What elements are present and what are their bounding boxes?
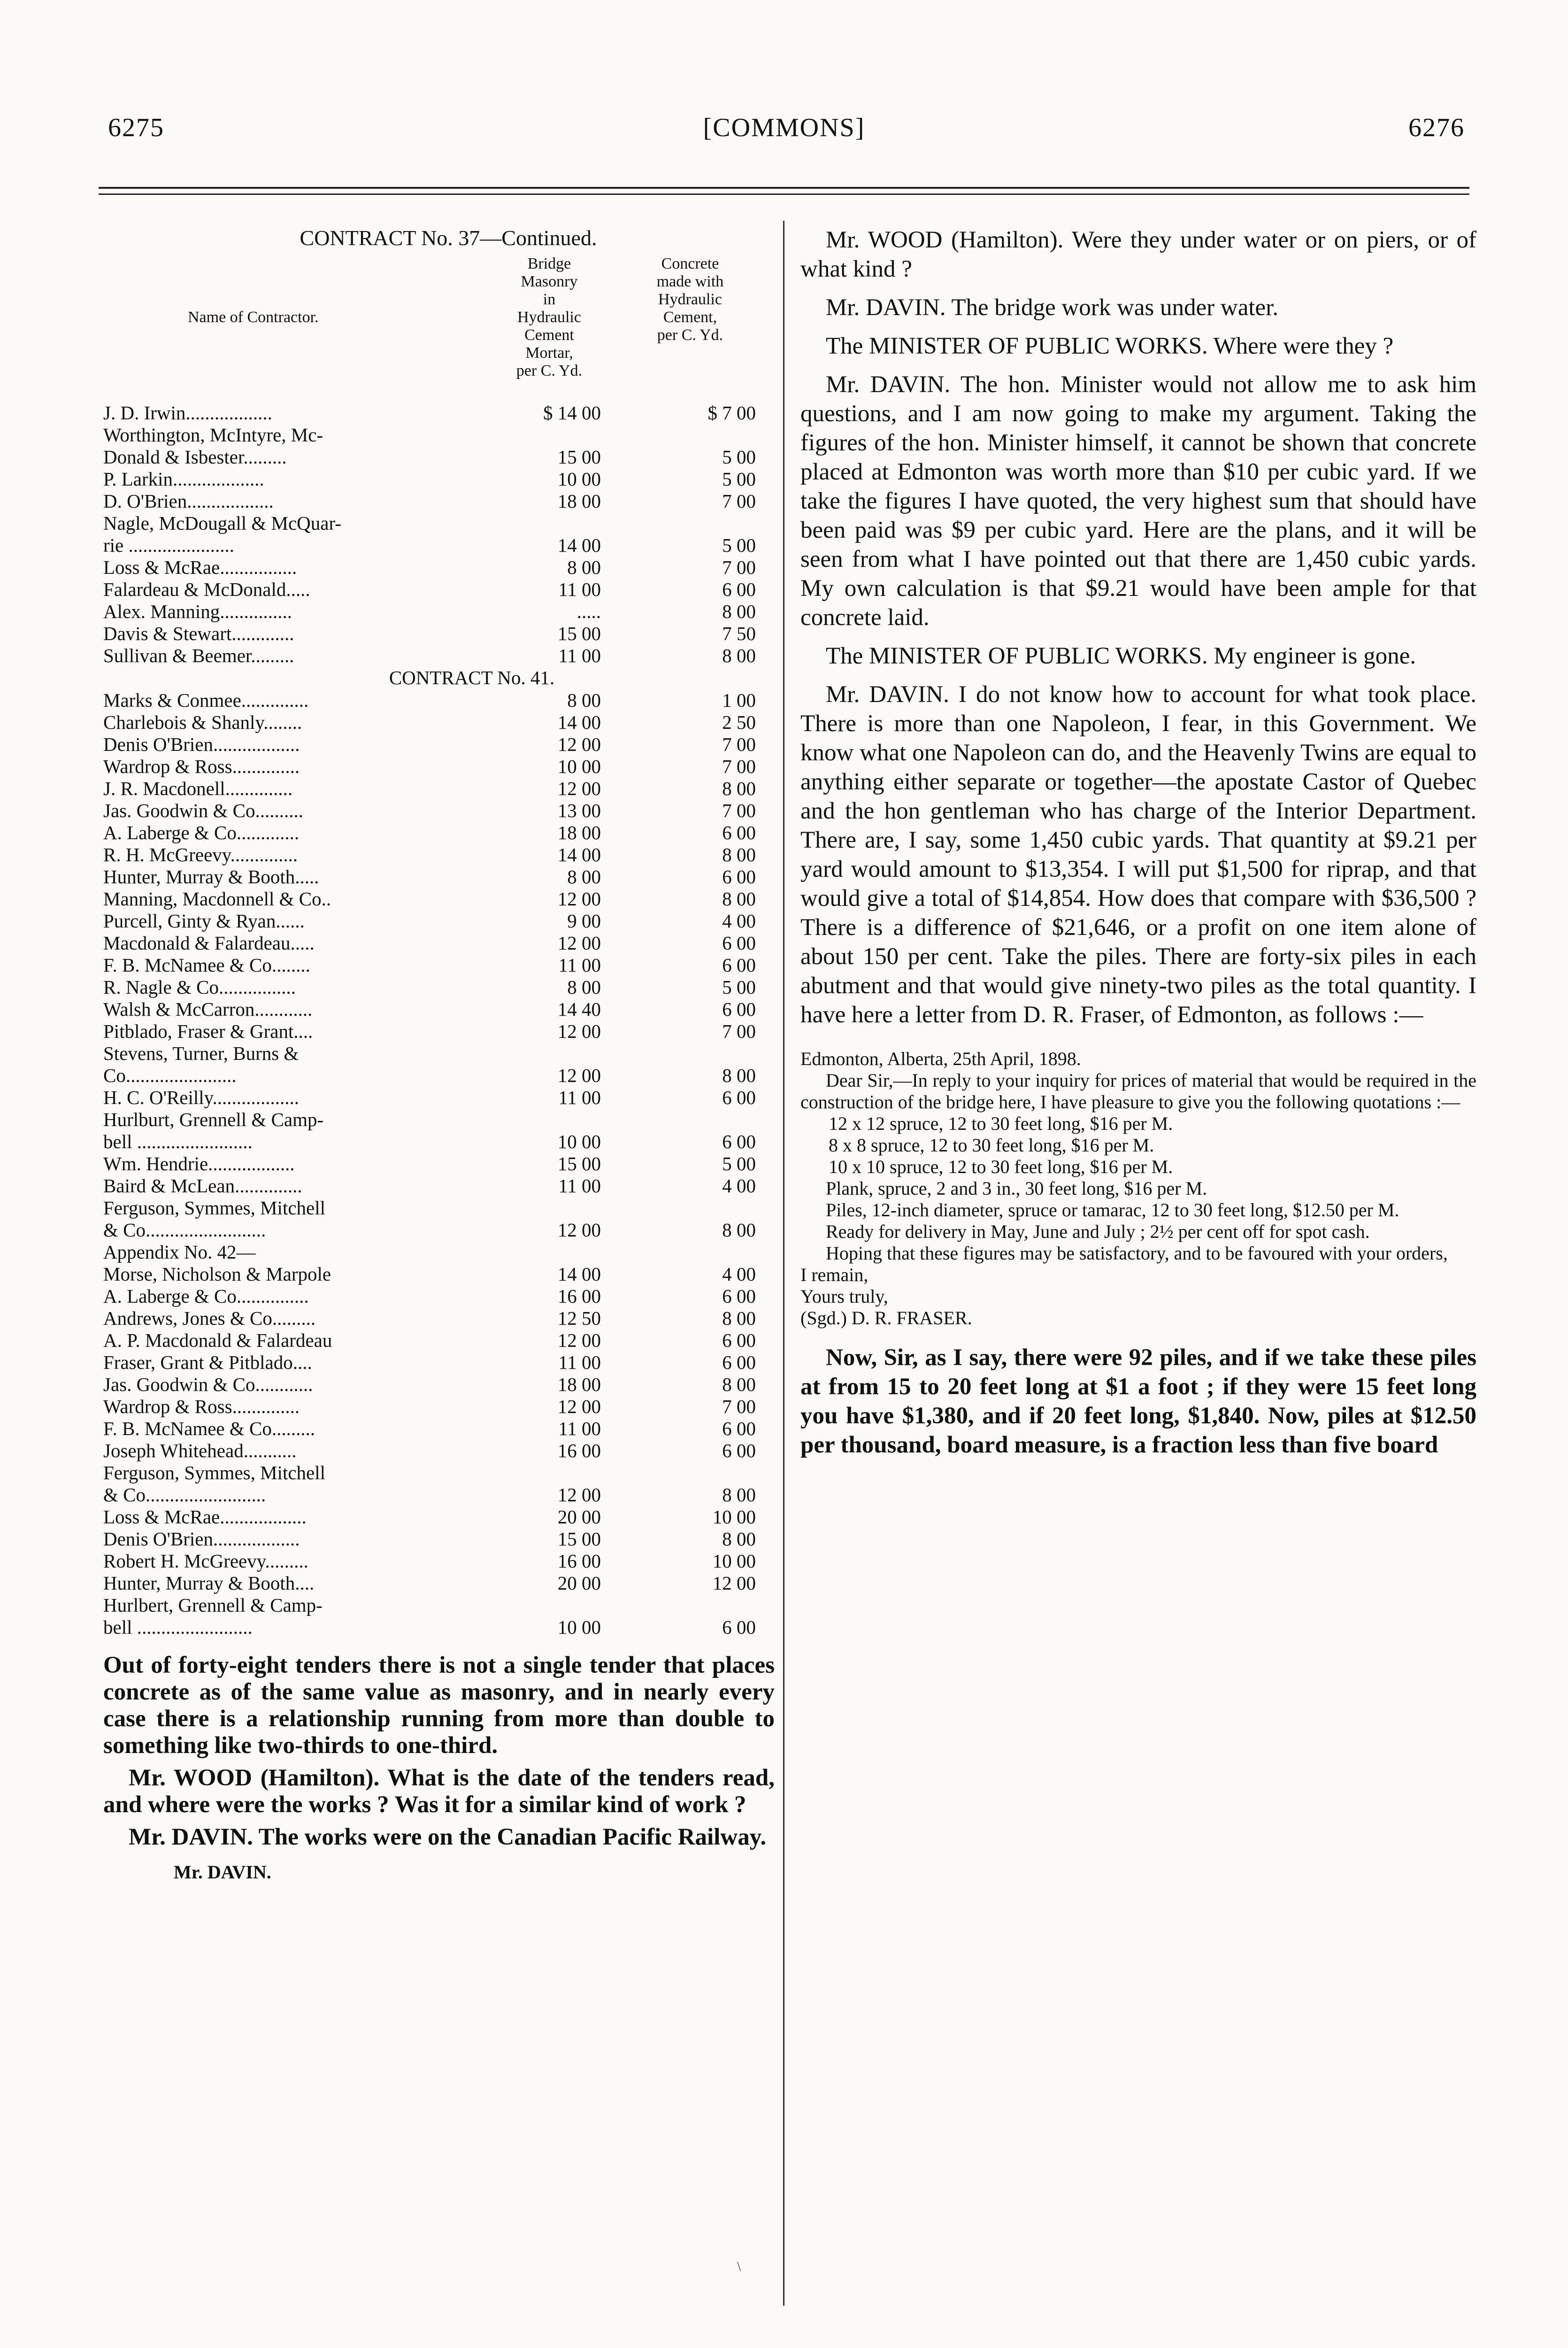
concrete-price: 1 00 [722, 689, 756, 711]
letter-quote: Piles, 12-inch diameter, spruce or tamarac, 12 to 30 feet long, $12.50 per M. [826, 1199, 1399, 1220]
catchword: Mr. DAVIN. [174, 1861, 271, 1883]
contractor-name: Purcell, Ginty & Ryan...... [103, 910, 305, 932]
concrete-price: 7 00 [722, 490, 756, 512]
contractor-name: Hurlbert, Grennell & Camp- [103, 1594, 323, 1616]
contractor-name: Robert H. McGreevy......... [103, 1550, 308, 1572]
bridge-masonry-price: 12 00 [557, 1396, 601, 1417]
concrete-price: 6 00 [722, 1418, 756, 1439]
contract-37-table [103, 402, 775, 666]
table-row [103, 1461, 775, 1483]
table-row [103, 777, 775, 799]
table-row [103, 402, 775, 424]
bridge-masonry-price: 16 00 [557, 1550, 601, 1572]
concrete-price: 12 00 [712, 1572, 756, 1594]
concrete-price: 7 00 [722, 556, 756, 578]
table-row [103, 1506, 775, 1528]
contractor-name: Fraser, Grant & Pitblado.... [103, 1352, 312, 1373]
concrete-price: 6 00 [722, 998, 756, 1020]
table-row [103, 1329, 775, 1351]
bridge-masonry-price: 12 00 [557, 1065, 601, 1086]
bridge-masonry-price: 12 00 [557, 888, 601, 910]
concrete-price: 6 00 [722, 866, 756, 888]
bridge-masonry-price: 15 00 [557, 623, 601, 644]
letter-yours: Yours truly, [800, 1286, 888, 1307]
table-row [103, 910, 775, 932]
concrete-price: 7 50 [722, 623, 756, 644]
paragraph: Out of forty-eight tenders there is not a single tender that places concrete as of the same value as masonry, and in nearly every case there is a relationship running from more than double to something like two-thirds to one-third. [103, 1652, 775, 1759]
letter-quote: 12 x 12 spruce, 12 to 30 feet long, $16 per M. [829, 1113, 1173, 1134]
page-number-right: 6276 [1408, 113, 1465, 142]
table-row [103, 932, 775, 954]
table-row [103, 512, 775, 534]
bridge-masonry-price: 12 00 [557, 1484, 601, 1506]
concrete-price: 8 00 [722, 601, 756, 622]
contractor-name: A. P. Macdonald & Falardeau [103, 1329, 332, 1351]
table-row [103, 1594, 775, 1616]
left-prose [103, 1652, 775, 1851]
stray-mark: \ [737, 2259, 741, 2274]
table-row [103, 1528, 775, 1550]
header-rule-secondary [99, 193, 1469, 195]
paragraph: Mr. DAVIN. The hon. Minister would not allow me to ask him questions, and I am now going to make my argument. Taking the figures of the hon. Minister himself, it cannot be shown that concrete placed at Edmonton was worth more than $10 per cubic yard. If we take the figures I have quoted, the very highest sum that should have been paid was $9 per cubic yard. Here are the plans, and it will be seen from what I have pointed out that there are 1,450 cubic yards. My own calculation is that $9.21 would have been ample for that concrete laid. [800, 371, 1476, 631]
bridge-masonry-price: 14 00 [557, 534, 601, 556]
concrete-price: 4 00 [722, 910, 756, 932]
table-row [103, 644, 775, 666]
table-row [103, 468, 775, 490]
contractor-name: Pitblado, Fraser & Grant.... [103, 1020, 313, 1042]
bridge-masonry-price: 12 00 [557, 1329, 601, 1351]
concrete-price: 6 00 [722, 954, 756, 976]
contractor-name: Manning, Macdonnell & Co.. [103, 888, 331, 910]
table-row [103, 1307, 775, 1329]
contractor-name: Appendix No. 42— [103, 1241, 256, 1263]
table-row [103, 689, 775, 711]
table-row [103, 865, 775, 888]
concrete-price: 5 00 [722, 468, 756, 490]
table-row [103, 1219, 775, 1241]
bridge-masonry-price: 11 00 [558, 1087, 601, 1108]
contractor-name: bell ........................ [103, 1616, 253, 1638]
contractor-name: & Co......................... [103, 1219, 266, 1241]
table-row [103, 1020, 775, 1042]
table-row [103, 1373, 775, 1395]
concrete-price: 8 00 [722, 844, 756, 865]
paragraph: The MINISTER OF PUBLIC WORKS. My engineer is gone. [826, 643, 1416, 669]
concrete-price: 5 00 [722, 1153, 756, 1174]
table-row [103, 1550, 775, 1572]
concrete-price: 6 00 [722, 1285, 756, 1307]
bridge-masonry-price: 8 00 [567, 689, 601, 711]
contractor-name: Worthington, McIntyre, Mc- [103, 424, 323, 446]
table-row [103, 1108, 775, 1130]
contractor-name: Joseph Whitehead........... [103, 1440, 297, 1461]
letter-body: Dear Sir,—In reply to your inquiry for prices of material that would be required in the construction of the bridge here, I have pleasure to give you the following quotations :— [800, 1070, 1476, 1112]
contractor-name: R. H. McGreevy.............. [103, 844, 298, 865]
contractor-name: & Co......................... [103, 1484, 266, 1506]
letter-quote: Plank, spruce, 2 and 3 in., 30 feet long, $16 per M. [826, 1178, 1207, 1199]
contractor-name: Ferguson, Symmes, Mitchell [103, 1462, 326, 1483]
contractor-name: Macdonald & Falardeau..... [103, 932, 315, 954]
table-row [103, 1263, 775, 1285]
bridge-masonry-price: 11 00 [558, 579, 601, 600]
table-row [103, 1064, 775, 1086]
concrete-price: 6 00 [722, 822, 756, 843]
bridge-masonry-price: 20 00 [557, 1506, 601, 1528]
table-row [103, 1616, 775, 1638]
table-row [103, 446, 775, 468]
bridge-masonry-price: 14 00 [557, 844, 601, 865]
contractor-name: A. Laberge & Co............. [103, 822, 300, 843]
concrete-price: 5 00 [722, 534, 756, 556]
concrete-price: 6 00 [722, 1616, 756, 1638]
paragraph: Mr. DAVIN. The works were on the Canadian Pacific Railway. [129, 1824, 767, 1850]
bridge-masonry-price: 8 00 [567, 866, 601, 888]
concrete-price: 8 00 [722, 888, 756, 910]
concrete-price: 10 00 [712, 1550, 756, 1572]
contractor-name: Hunter, Murray & Booth..... [103, 866, 319, 888]
concrete-price: 6 00 [722, 1352, 756, 1373]
table-row [103, 888, 775, 910]
table-row [103, 1152, 775, 1174]
table-row [103, 1086, 775, 1108]
bridge-masonry-price: ..... [576, 601, 601, 622]
contractor-name: J. R. Macdonell.............. [103, 778, 293, 799]
concrete-price: $ 7 00 [707, 402, 756, 424]
letter-closing: Hoping that these figures may be satisfactory, and to be favoured with your orders, [826, 1243, 1448, 1264]
bridge-masonry-price: 9 00 [567, 910, 601, 932]
bridge-masonry-price: 16 00 [557, 1285, 601, 1307]
letter-remain: I remain, [800, 1264, 869, 1285]
running-header: [COMMONS] [703, 113, 865, 142]
col-concrete-header: Concrete made with Hydraulic Cement, per C. Yd. [656, 255, 724, 344]
contractor-name: Wardrop & Ross.............. [103, 756, 300, 777]
contractor-name: Andrews, Jones & Co......... [103, 1307, 316, 1329]
table-header [103, 255, 775, 380]
concrete-price: 6 00 [722, 1440, 756, 1461]
concrete-price: 8 00 [722, 1307, 756, 1329]
concrete-price: 6 00 [722, 932, 756, 954]
table-row [103, 976, 775, 998]
table-row [103, 578, 775, 600]
contractor-name: R. Nagle & Co................ [103, 976, 296, 998]
paragraph: Mr. WOOD (Hamilton). Were they under water or on piers, or of what kind ? [800, 227, 1476, 282]
contractor-name: H. C. O'Reilly.................. [103, 1087, 300, 1108]
contractor-name: Donald & Isbester......... [103, 446, 287, 468]
bridge-masonry-price: 11 00 [558, 954, 601, 976]
bridge-masonry-price: 12 00 [557, 778, 601, 799]
bridge-masonry-price: 15 00 [557, 446, 601, 468]
contractor-name: Hunter, Murray & Booth.... [103, 1572, 315, 1594]
contractor-name: Charlebois & Shanly........ [103, 711, 302, 733]
contractor-name: Nagle, McDougall & McQuar- [103, 512, 341, 534]
page-number-left: 6275 [108, 113, 164, 142]
concrete-price: 6 00 [722, 1131, 756, 1152]
contractor-name: J. D. Irwin.................. [103, 402, 272, 424]
column-divider [783, 221, 784, 2306]
paragraph: Mr. DAVIN. I do not know how to account for what took place. There is more than one Napoleon, I fear, in this Government. We know what one Napoleon can do, and the Heavenly Twins are equal to anything either separate or together—the apostate Castor of Quebec and the hon gentleman who has charge of the Interior Department. There are, I say, some 1,450 cubic yards. That quantity at $9.21 per yard would amount to $13,354. I will put $1,500 for riprap, and that would give a total of $14,854. How does that compare with $36,500 ? There is a difference of $21,646, or a profit on one item alone of about 150 per cent. Take the piles. There are forty-six piles in each abutment and that would give ninety-two piles as the total quantity. I have here a letter from D. R. Fraser, of Edmonton, as follows :— [800, 681, 1476, 1028]
table-row [103, 600, 775, 622]
letter-signature: (Sgd.) D. R. FRASER. [800, 1307, 972, 1328]
contractor-name: F. B. McNamee & Co......... [103, 1418, 315, 1439]
table-row [103, 534, 775, 556]
table-row [103, 998, 775, 1020]
contract-37-title: CONTRACT No. 37—Continued. [300, 226, 597, 250]
concrete-price: 7 00 [722, 1020, 756, 1042]
concrete-price: 8 00 [722, 1219, 756, 1241]
table-row [103, 711, 775, 733]
concrete-price: 2 50 [722, 711, 756, 733]
contractor-name: Walsh & McCarron............ [103, 998, 313, 1020]
table-row [103, 1572, 775, 1594]
concrete-price: 8 00 [722, 1528, 756, 1550]
contractor-name: Stevens, Turner, Burns & [103, 1043, 299, 1064]
contractor-name: Marks & Conmee.............. [103, 689, 309, 711]
concrete-price: 7 00 [722, 756, 756, 777]
bridge-masonry-price: 20 00 [557, 1572, 601, 1594]
bridge-masonry-price: 11 00 [558, 1418, 601, 1439]
bridge-masonry-price: 11 00 [558, 645, 601, 666]
contractor-name: D. O'Brien.................. [103, 490, 274, 512]
table-row [103, 843, 775, 865]
bridge-masonry-price: 14 00 [557, 711, 601, 733]
paragraph: The MINISTER OF PUBLIC WORKS. Where were they ? [826, 333, 1394, 359]
concrete-price: 10 00 [712, 1506, 756, 1528]
contractor-name: Loss & McRae.................. [103, 1506, 307, 1528]
bridge-masonry-price: 18 00 [557, 822, 601, 843]
bridge-masonry-price: 18 00 [557, 490, 601, 512]
table-row [103, 733, 775, 755]
table-row [103, 821, 775, 843]
bridge-masonry-price: 10 00 [557, 468, 601, 490]
bridge-masonry-price: 10 00 [557, 1616, 601, 1638]
table-row [103, 1351, 775, 1373]
concrete-price: 6 00 [722, 1087, 756, 1108]
table-row [103, 1483, 775, 1506]
bridge-masonry-price: 11 00 [558, 1175, 601, 1197]
col-name-header: Name of Contractor. [188, 309, 319, 326]
contractor-name: Jas. Goodwin & Co............ [103, 1374, 313, 1395]
contractor-name: bell ........................ [103, 1131, 253, 1152]
concrete-price: 8 00 [722, 1374, 756, 1395]
paragraph: Now, Sir, as I say, there were 92 piles, and if we take these piles at from 15 to 20 feet long at $1 a foot ; if they were 15 feet long you have $1,380, and if 20 feet long, $1,840. Now, piles at $12.50 per thousand, board measure, is a fraction less than five board [800, 1344, 1476, 1458]
concrete-price: 5 00 [722, 976, 756, 998]
table-row [103, 1439, 775, 1461]
table-row [103, 490, 775, 512]
bridge-masonry-price: 15 00 [557, 1153, 601, 1174]
table-row [103, 1042, 775, 1064]
col-bridge-header: Bridge Masonry in Hydraulic Cement Mortar, per C. Yd. [516, 255, 583, 379]
concrete-price: 8 00 [722, 1065, 756, 1086]
table-row [103, 799, 775, 821]
concrete-price: 6 00 [722, 579, 756, 600]
table-row [103, 556, 775, 578]
table-row [103, 1197, 775, 1219]
letter-quote: 8 x 8 spruce, 12 to 30 feet long, $16 per M. [829, 1135, 1154, 1156]
bridge-masonry-price: 13 00 [557, 800, 601, 821]
right-column [800, 225, 1476, 1469]
contractor-name: P. Larkin................... [103, 468, 264, 490]
paragraph: Mr. WOOD (Hamilton). What is the date of the tenders read, and where were the works ? Was it for a similar kind of work ? [103, 1765, 775, 1818]
contractor-name: Alex. Manning............... [103, 601, 292, 622]
bridge-masonry-price: 8 00 [567, 556, 601, 578]
bridge-masonry-price: 12 00 [557, 734, 601, 755]
concrete-price: 4 00 [722, 1263, 756, 1285]
bridge-masonry-price: 12 50 [557, 1307, 601, 1329]
contractor-name: Morse, Nicholson & Marpole [103, 1263, 331, 1285]
letter-place-date: Edmonton, Alberta, 25th April, 1898. [800, 1048, 1081, 1069]
table-row [103, 755, 775, 777]
contractor-name: Hurlburt, Grennell & Camp- [103, 1109, 324, 1130]
table-row [103, 1241, 775, 1263]
table-row [103, 1417, 775, 1439]
bridge-masonry-price: 15 00 [557, 1528, 601, 1550]
concrete-price: 8 00 [722, 1484, 756, 1506]
table-row [103, 1285, 775, 1307]
contractor-name: Denis O'Brien.................. [103, 734, 300, 755]
contractor-name: Denis O'Brien.................. [103, 1528, 300, 1550]
contractor-name: Ferguson, Symmes, Mitchell [103, 1197, 326, 1219]
bridge-masonry-price: 14 40 [557, 998, 601, 1020]
table-row [103, 424, 775, 446]
concrete-price: 7 00 [722, 800, 756, 821]
table-row [103, 1395, 775, 1417]
contract-41-table [103, 689, 775, 1638]
table-row [103, 954, 775, 976]
contractor-name: Jas. Goodwin & Co.......... [103, 800, 303, 821]
concrete-price: 4 00 [722, 1175, 756, 1197]
bridge-masonry-price: $ 14 00 [543, 402, 601, 424]
header-rule [99, 187, 1469, 189]
letter-quote: 10 x 10 spruce, 12 to 30 feet long, $16 per M. [829, 1156, 1173, 1177]
concrete-price: 7 00 [722, 734, 756, 755]
bridge-masonry-price: 10 00 [557, 1131, 601, 1152]
contractor-name: F. B. McNamee & Co........ [103, 954, 310, 976]
bridge-masonry-price: 10 00 [557, 756, 601, 777]
contractor-name: Sullivan & Beemer......... [103, 645, 294, 666]
bridge-masonry-price: 14 00 [557, 1263, 601, 1285]
contractor-name: Davis & Stewart............. [103, 623, 294, 644]
bridge-masonry-price: 12 00 [557, 1020, 601, 1042]
contractor-name: Baird & McLean.............. [103, 1175, 302, 1197]
contractor-name: A. Laberge & Co............... [103, 1285, 309, 1307]
bridge-masonry-price: 12 00 [557, 1219, 601, 1241]
contractor-name: Loss & McRae................ [103, 556, 297, 578]
table-row [103, 622, 775, 644]
bridge-masonry-price: 16 00 [557, 1440, 601, 1461]
left-column [103, 225, 775, 1883]
concrete-price: 8 00 [722, 645, 756, 666]
quoted-letter [800, 1048, 1476, 1329]
contractor-name: rie ...................... [103, 534, 234, 556]
concrete-price: 6 00 [722, 1329, 756, 1351]
contractor-name: Co....................... [103, 1065, 237, 1086]
letter-quote: Ready for delivery in May, June and July ; 2½ per cent off for spot cash. [826, 1221, 1370, 1242]
bridge-masonry-price: 12 00 [557, 932, 601, 954]
contractor-name: Falardeau & McDonald..... [103, 579, 310, 600]
concrete-price: 7 00 [722, 1396, 756, 1417]
bridge-masonry-price: 18 00 [557, 1374, 601, 1395]
table-row [103, 1174, 775, 1197]
concrete-price: 5 00 [722, 446, 756, 468]
bridge-masonry-price: 11 00 [558, 1352, 601, 1373]
contractor-name: Wardrop & Ross.............. [103, 1396, 300, 1417]
paragraph: Mr. DAVIN. The bridge work was under water. [826, 294, 1279, 321]
bridge-masonry-price: 8 00 [567, 976, 601, 998]
contractor-name: Wm. Hendrie.................. [103, 1153, 295, 1174]
table-row [103, 1130, 775, 1152]
contract-41-title: CONTRACT No. 41. [389, 667, 555, 688]
concrete-price: 8 00 [722, 778, 756, 799]
